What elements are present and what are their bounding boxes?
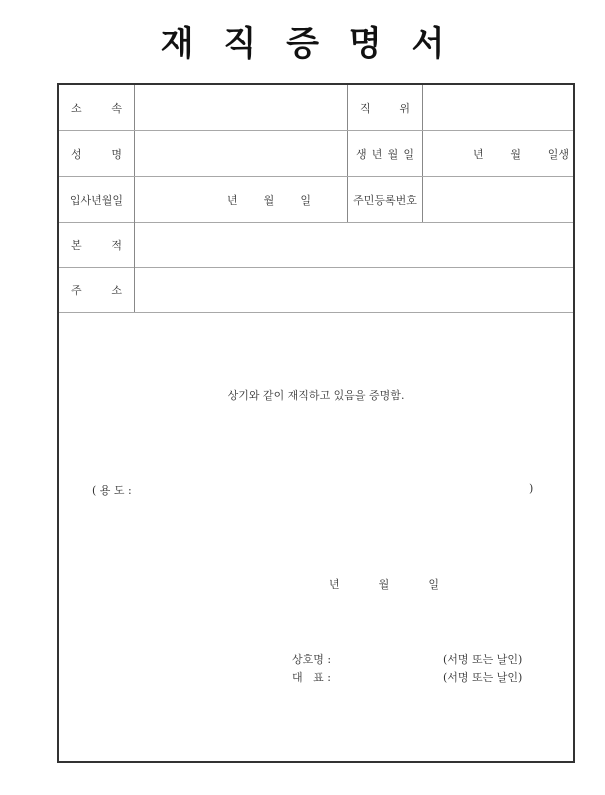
title-char: 명 bbox=[348, 24, 382, 64]
label-address: 주 소 bbox=[59, 267, 135, 312]
company-name-field[interactable] bbox=[359, 647, 439, 665]
form-row-domicile bbox=[59, 222, 573, 268]
label-resident-number: 주민등록번호 bbox=[348, 177, 423, 222]
certificate-form bbox=[57, 83, 575, 763]
page-title bbox=[0, 16, 605, 65]
company-name-label: 상호명 : bbox=[292, 653, 332, 666]
form-row-name bbox=[59, 131, 573, 177]
label-domicile: 본 적 bbox=[59, 222, 135, 267]
field-name[interactable] bbox=[135, 131, 348, 176]
field-domicile[interactable] bbox=[135, 222, 573, 267]
representative-sign-note: (서명 또는 날인) bbox=[443, 671, 523, 684]
label-position: 직 위 bbox=[348, 85, 423, 130]
purpose-close: ) bbox=[529, 482, 534, 495]
form-row-affiliation bbox=[59, 85, 573, 131]
title-char: 재 bbox=[160, 24, 194, 64]
field-birthdate[interactable]: 년 월 일생 bbox=[473, 147, 569, 161]
representative-label: 대 표 : bbox=[292, 671, 331, 684]
certification-statement: 상기와 같이 재직하고 있음을 증명함. bbox=[227, 389, 405, 402]
title-char: 서 bbox=[411, 24, 445, 64]
purpose-label: ( 용 도 : bbox=[92, 484, 132, 497]
representative-field[interactable] bbox=[359, 665, 439, 683]
label-name: 성 명 bbox=[59, 131, 135, 176]
company-sign-note: (서명 또는 날인) bbox=[443, 653, 523, 666]
form-row-address bbox=[59, 267, 573, 313]
field-resident-number[interactable] bbox=[423, 177, 573, 222]
label-hire-date: 입사년월일 bbox=[59, 177, 135, 222]
label-affiliation: 소 속 bbox=[59, 85, 135, 130]
issue-date: 년 월 일 bbox=[329, 578, 439, 591]
field-affiliation[interactable] bbox=[135, 85, 348, 130]
title-char: 증 bbox=[286, 24, 319, 64]
field-address[interactable] bbox=[135, 267, 573, 312]
title-char: 직 bbox=[223, 24, 257, 64]
label-birthdate: 생 년 월 일 bbox=[348, 131, 423, 176]
field-hire-date[interactable]: 년 월 일 bbox=[135, 177, 348, 222]
purpose-field[interactable] bbox=[159, 478, 519, 498]
field-position[interactable] bbox=[423, 85, 573, 130]
form-row-hire-date bbox=[59, 177, 573, 223]
